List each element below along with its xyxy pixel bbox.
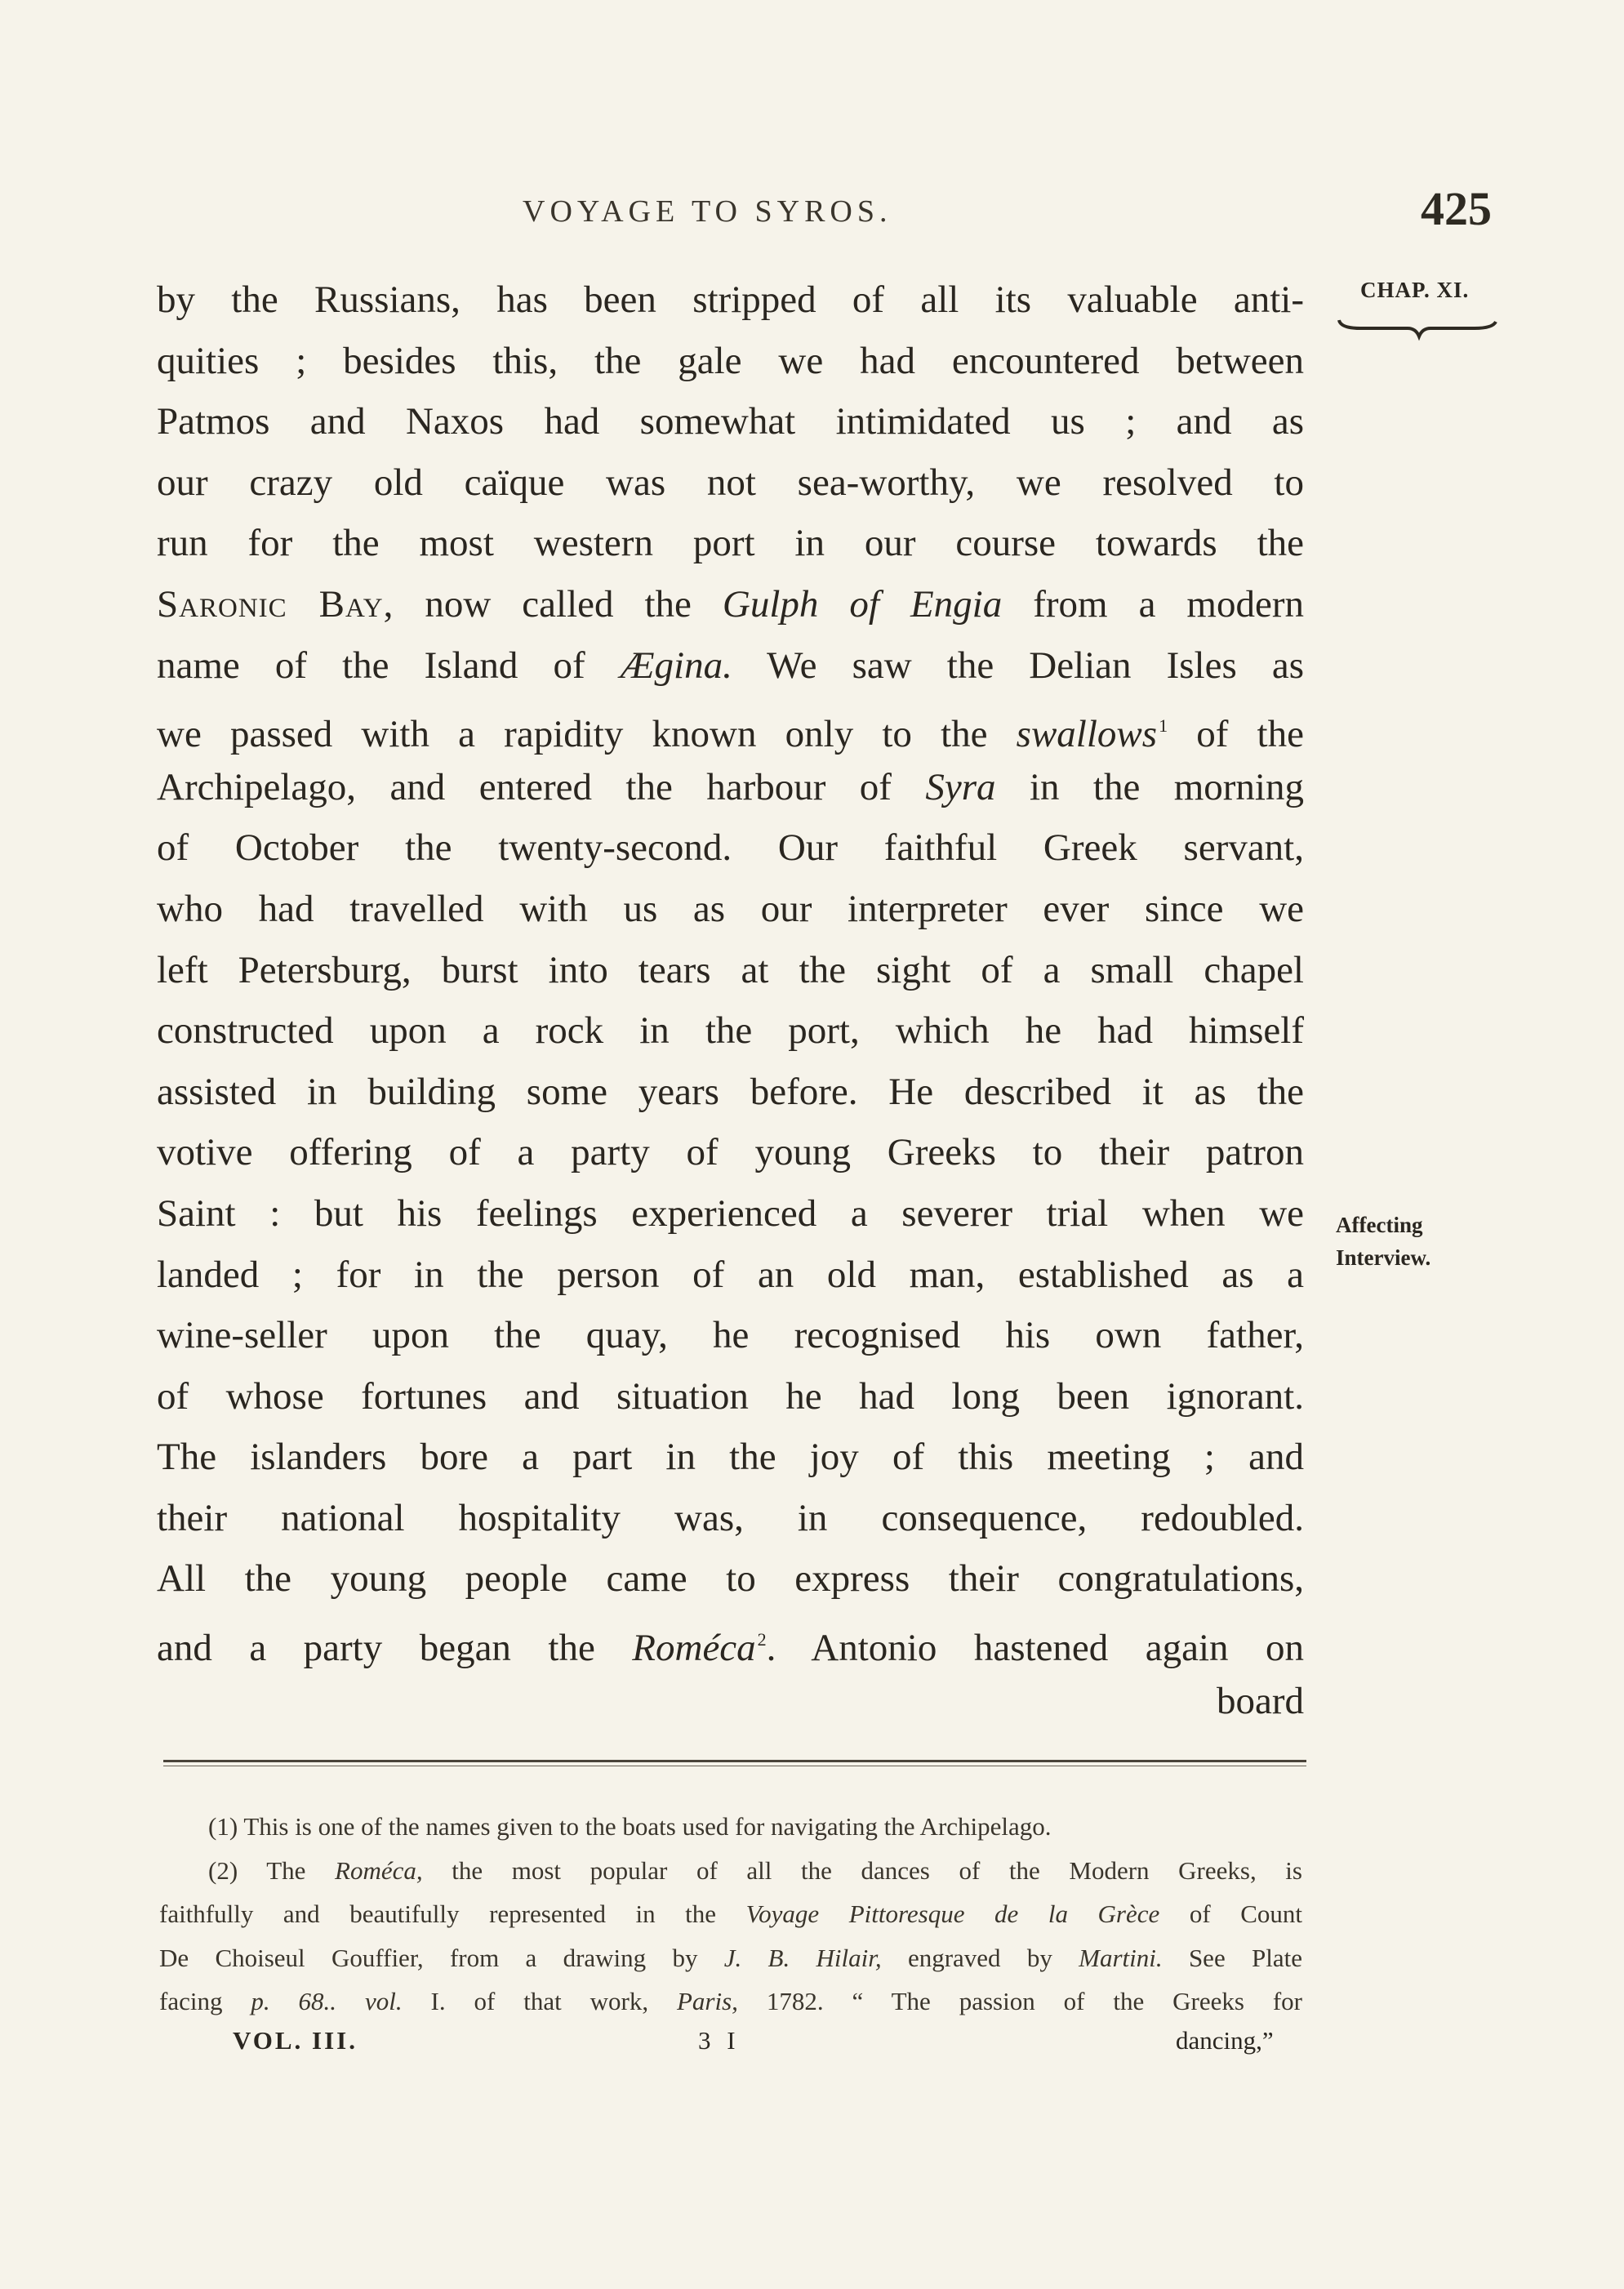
volume-signature: VOL. III. [233,2026,358,2055]
italic-term: Martini. [1079,1943,1163,1972]
text-line: left Petersburg, burst into tears at the sight of a small chapel [157,948,1304,991]
text-line: votive offering of a party of young Greeks to their patron [157,1131,1304,1174]
text-span: the most popular of all the dances of the Modern Greeks, is [422,1855,1302,1885]
text-line: assisted in building some years before. He described it as the [157,1070,1304,1113]
text-line [157,757,1304,818]
text-span: now called the [394,582,723,626]
italic-term: p. 68.. vol. [251,1987,403,2015]
footnote-line [159,1892,1302,1936]
italic-term: Roméca, [335,1855,423,1885]
text-line [157,696,1304,757]
text-line [157,635,1304,697]
text-span: See Plate [1162,1943,1302,1972]
text-line: who had travelled with us as our interpreter ever since we [157,887,1304,930]
text-span: and a party began the [157,1627,633,1670]
footnote-line [159,1936,1302,1980]
text-span: engraved by [881,1943,1079,1972]
text-line: of October the twenty-second. Our faithful Greek servant, [157,826,1304,870]
text-span: De Choiseul Gouffier, from a drawing by [159,1943,724,1972]
text-span: 1782. “ The passion of the Greeks for [737,1987,1302,2015]
text-span: in the morning [995,765,1304,808]
text-line: All the young people came to express their congratulations, [157,1557,1304,1601]
catchword: dancing,” [1176,2026,1274,2055]
text-line: wine-seller upon the quay, he recognised his own father, [157,1314,1304,1357]
italic-term: Gulph of Engia [722,582,1003,626]
text-span: facing [159,1987,251,2015]
text-span: faithfully and beautifully represented in the [159,1899,746,1928]
italic-term: J. B. Hilair, [723,1943,882,1972]
text-span: name of the Island of [157,644,621,687]
footnotes [159,1805,1302,2024]
text-line: Patmos and Naxos had somewhat intimidated us ; and as [157,400,1304,443]
italic-term: Paris, [676,1987,738,2015]
text-line [157,574,1304,635]
margin-note-line: Affecting [1336,1213,1423,1237]
place-name: Saronic Bay, [157,582,394,626]
text-line: their national hospitality was, in consequence, redoubled. [157,1496,1304,1539]
text-line: landed ; for in the person of an old man, established as a [157,1253,1304,1296]
text-line: quities ; besides this, the gale we had encountered between [157,339,1304,382]
text-line: The islanders bore a part in the joy of this meeting ; and [157,1436,1304,1479]
text-line: board [1216,1679,1304,1722]
italic-term: Roméca [632,1627,756,1670]
text-line [157,1610,1304,1671]
margin-note [1336,1209,1430,1274]
italic-term: Syra [925,765,996,808]
footnote-line: (1) This is one of the names given to the boats used for navigating the Archipelago. [208,1812,1052,1841]
text-span: I. of that work, [402,1987,677,2015]
text-line: Saint : but his feelings experienced a severer trial when we [157,1191,1304,1235]
text-line: run for the most western port in our course towards the [157,522,1304,565]
chapter-marker: CHAP. XI. [1360,278,1470,302]
text-span: We saw the Delian Isles as [732,644,1304,687]
chapter-brace-ornament [1336,310,1499,343]
italic-term: Voyage Pittoresque de la Grèce [745,1899,1160,1928]
text-span: Archipelago, and entered the harbour of [157,765,926,808]
text-span: we passed with a rapidity known only to the [157,713,1017,756]
footnote-line [159,1849,1302,1893]
text-line: our crazy old caïque was not sea-worthy, we resolved to [157,461,1304,504]
text-line: by the Russians, has been stripped of all its valuable anti- [157,278,1304,321]
footnote-line [159,1979,1302,2024]
italic-term: Ægina. [620,644,732,687]
text-span: (2) The [208,1855,336,1885]
page-number: 425 [1421,182,1492,235]
signature-mark: 3 I [698,2026,741,2055]
text-span: of Count [1159,1899,1302,1928]
text-line: of whose fortunes and situation he had long been ignorant. [157,1374,1304,1418]
text-span: of the [1168,713,1304,756]
footnote-rule [163,1760,1306,1766]
text-span: from a modern [1002,582,1304,626]
body-text [157,269,1304,1731]
italic-term: swallows [1016,713,1158,756]
footnote-reference: 2 [757,1629,767,1650]
text-line: constructed upon a rock in the port, which he had himself [157,1009,1304,1053]
text-span: . Antonio hastened again on [766,1627,1304,1670]
running-head: VOYAGE TO SYROS. [523,194,892,229]
margin-note-line: Interview. [1336,1245,1431,1270]
footnote-reference: 1 [1159,715,1168,737]
